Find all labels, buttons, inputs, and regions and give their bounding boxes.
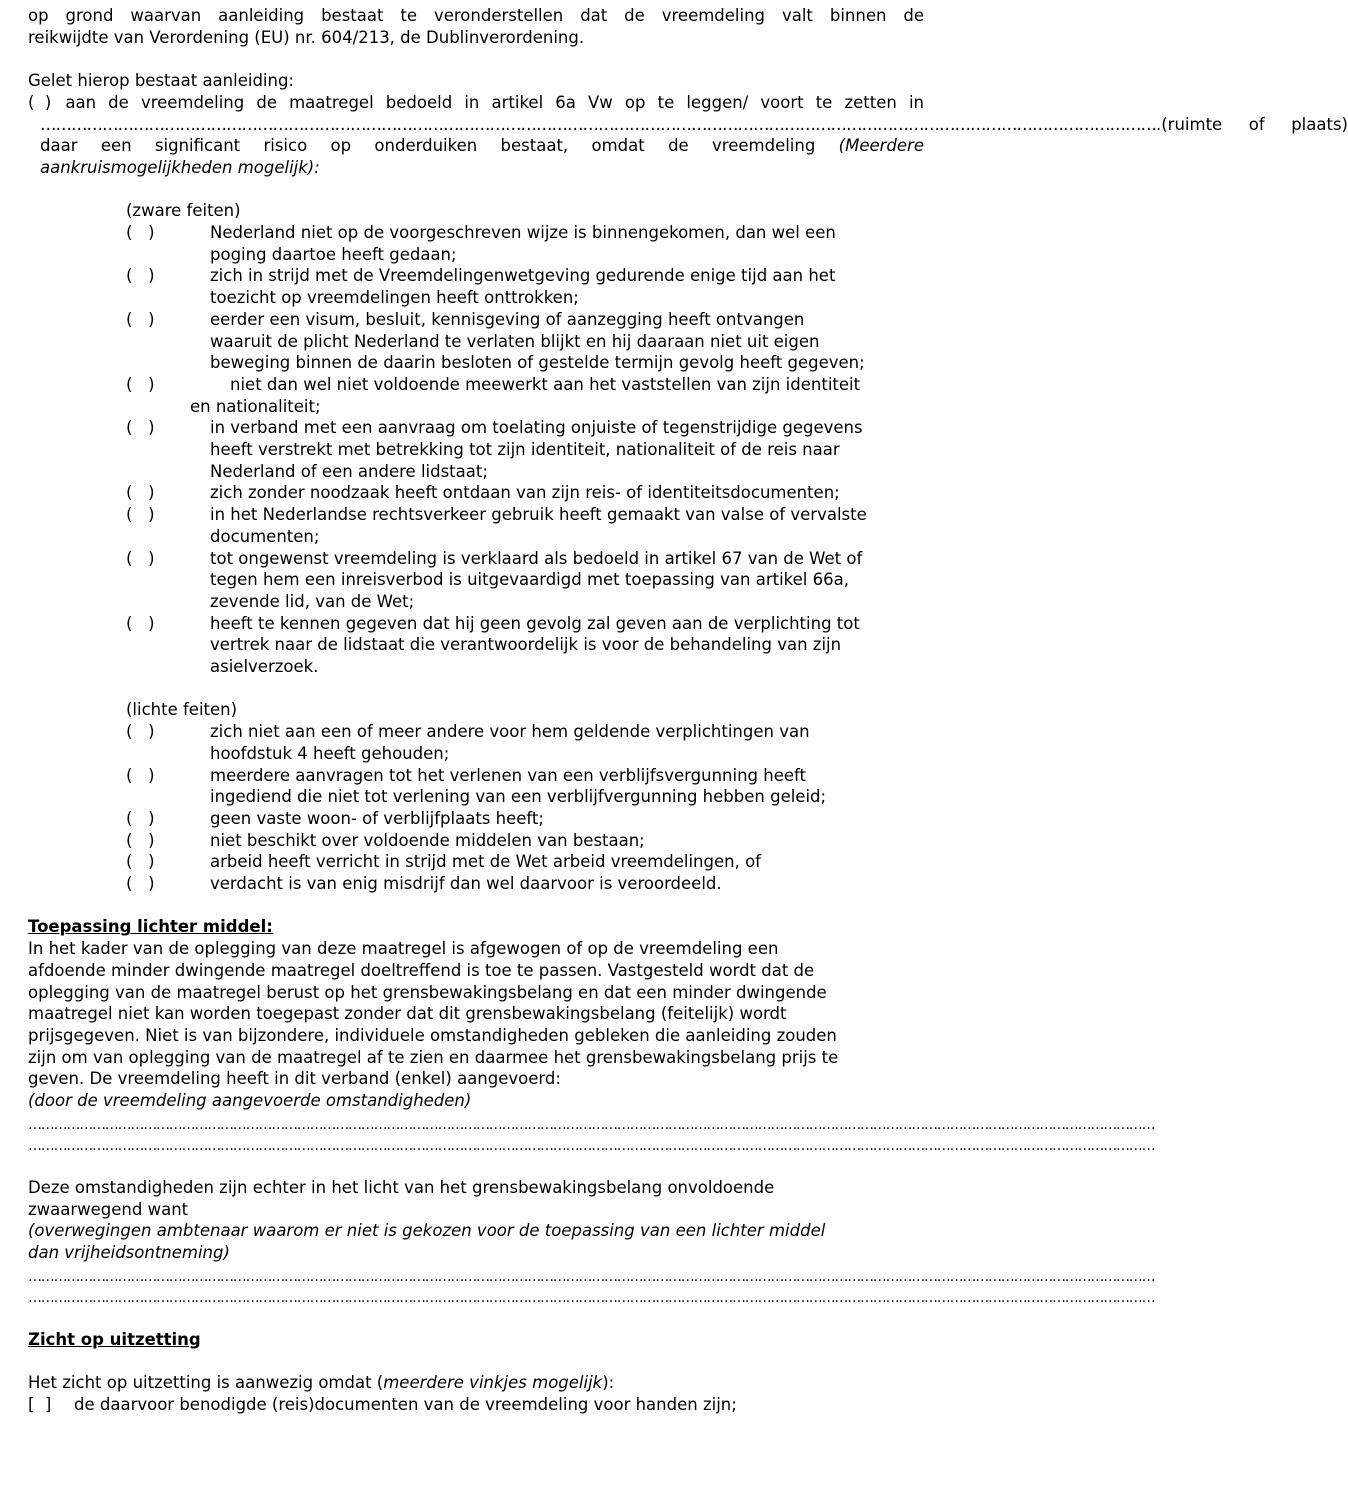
zware-item-line: heeft te kennen gegeven dat hij geen gevolg zal geven aan de verplichting tot bbox=[210, 613, 860, 633]
lichte-item-line: geen vaste woon- of verblijfplaats heeft; bbox=[210, 808, 544, 828]
option-line-3-italic: (Meerdere bbox=[838, 136, 924, 156]
lichte-feiten-heading: (lichte feiten) bbox=[126, 700, 238, 720]
zware-item bbox=[126, 548, 924, 613]
zware-feiten-section bbox=[126, 200, 924, 894]
lichte-item-line: ingediend die niet tot verlening van een verblijfvergunning hebben geleid; bbox=[210, 787, 827, 807]
toepassing-line: In het kader van de oplegging van deze maatregel is afgewogen of op de vreemdeling een bbox=[28, 939, 779, 959]
lichte-item-line: arbeid heeft verricht in strijd met de Wet arbeid vreemdelingen, of bbox=[210, 852, 761, 872]
intro-line-1: op grond waarvan aanleiding bestaat te veronderstellen dat de vreemdeling valt binnen de bbox=[28, 6, 924, 25]
zware-item-line: tegen hem een inreisverbod is uitgevaardigd met toepassing van artikel 66a, bbox=[210, 570, 849, 590]
answer-line-3[interactable]: ………………………………………………………………………………………………………………………………………………………………………………………………………………………………………… bbox=[28, 1268, 1155, 1285]
uitzetting-line bbox=[28, 1372, 924, 1394]
zware-item-line: waaruit de plicht Nederland te verlaten blijkt en hij daaraan niet uit eigen bbox=[210, 331, 820, 351]
zware-item bbox=[126, 222, 924, 265]
zware-item-line: zich in strijd met de Vreemdelingenwetgeving gedurende enige tijd aan het bbox=[210, 266, 836, 286]
toepassing-heading: Toepassing lichter middel: bbox=[28, 917, 273, 937]
zware-item-text bbox=[210, 548, 924, 613]
zware-item-line: documenten; bbox=[210, 526, 320, 546]
zware-item bbox=[126, 482, 924, 504]
zware-item-line: zich zonder noodzaak heeft ontdaan van zijn reis- of identiteitsdocumenten; bbox=[210, 483, 840, 503]
lichte-item-text bbox=[210, 765, 924, 808]
toepassing-line: zijn om van oplegging van de maatregel af te zien en daarmee het grensbewakingsbelang prijs te bbox=[28, 1047, 839, 1067]
zware-item-line: in verband met een aanvraag om toelating onjuiste of tegenstrijdige gegevens bbox=[210, 418, 863, 438]
zware-checkbox[interactable]: ( ) bbox=[126, 505, 155, 525]
lichte-checkbox[interactable]: ( ) bbox=[126, 808, 155, 828]
zware-item-text bbox=[210, 613, 924, 678]
zware-item-line: Nederland of een andere lidstaat; bbox=[210, 461, 488, 481]
answer-line-1[interactable]: ………………………………………………………………………………………………………………………………………………………………………………………………………………………………………… bbox=[28, 1116, 1155, 1133]
option-checkbox[interactable]: ( ) bbox=[28, 92, 52, 112]
lichte-item-text bbox=[210, 830, 924, 852]
option-row bbox=[28, 92, 924, 114]
uitzetting-heading: Zicht op uitzetting bbox=[28, 1329, 201, 1349]
zware-checkbox[interactable]: ( ) bbox=[126, 483, 155, 503]
zware-item-line: toezicht op vreemdelingen heeft onttrokken; bbox=[210, 288, 579, 308]
zware-item-line: en nationaliteit; bbox=[190, 396, 321, 416]
zware-item bbox=[126, 504, 924, 547]
zware-item-text bbox=[210, 482, 924, 504]
overwegingen-italic-1: (overwegingen ambtenaar waarom er niet is gekozen voor de toepassing van een lichter middel bbox=[28, 1221, 826, 1241]
zware-item-line: heeft verstrekt met betrekking tot zijn identiteit, nationaliteit of de reis naar bbox=[210, 440, 840, 460]
zware-checkbox[interactable]: ( ) bbox=[126, 223, 155, 242]
lichte-item-line: hoofdstuk 4 heeft gehouden; bbox=[210, 743, 450, 763]
lichte-item-line: niet beschikt over voldoende middelen van bestaan; bbox=[210, 830, 645, 850]
zware-item-line: tot ongewenst vreemdeling is verklaard als bedoeld in artikel 67 van de Wet of bbox=[210, 548, 863, 568]
gelet-hierop: Gelet hierop bestaat aanleiding: bbox=[28, 71, 294, 91]
ruimte-dots[interactable]: ……………………………………………………………………………………………………………………………………………………………………………………………… bbox=[40, 114, 1156, 134]
zware-checkbox[interactable]: ( ) bbox=[126, 548, 155, 568]
zware-item-line: poging daartoe heeft gedaan; bbox=[210, 244, 457, 264]
lichte-item-text bbox=[210, 873, 924, 895]
zware-item-line: asielverzoek. bbox=[210, 657, 319, 677]
toepassing-line: oplegging van de maatregel berust op het grensbewakingsbelang en dat een minder dwingende bbox=[28, 982, 827, 1002]
uitzetting-line-italic: meerdere vinkjes mogelijk bbox=[383, 1373, 603, 1393]
lichte-item-text bbox=[210, 851, 924, 873]
answer-line-2[interactable]: ………………………………………………………………………………………………………………………………………………………………………………………………………………………………………… bbox=[28, 1138, 1155, 1155]
option-line-3 bbox=[28, 135, 924, 157]
zware-item-text bbox=[210, 504, 924, 547]
lichte-item-text bbox=[210, 721, 924, 764]
zware-item bbox=[126, 613, 924, 678]
zware-item-text bbox=[210, 309, 924, 374]
zware-checkbox[interactable]: ( ) bbox=[126, 418, 155, 438]
intro-line-2: reikwijdte van Verordening (EU) nr. 604/213, de Dublinverordening. bbox=[28, 27, 585, 47]
lichte-feiten-list bbox=[126, 721, 924, 895]
lichte-checkbox[interactable]: ( ) bbox=[126, 852, 155, 872]
overwegingen-italic-2: dan vrijheidsontneming) bbox=[28, 1242, 230, 1262]
toepassing-paragraph bbox=[28, 938, 924, 1090]
lichte-item-line: meerdere aanvragen tot het verlenen van een verblijfsvergunning heeft bbox=[210, 765, 807, 785]
zware-item-text bbox=[210, 265, 924, 308]
lichte-checkbox[interactable]: ( ) bbox=[126, 874, 155, 894]
zware-checkbox[interactable]: ( ) bbox=[126, 266, 155, 286]
toepassing-line: geven. De vreemdeling heeft in dit verband (enkel) aangevoerd: bbox=[28, 1069, 561, 1089]
option-line-4-italic: aankruismogelijkheden mogelijk): bbox=[40, 157, 320, 177]
lichte-item-text bbox=[210, 808, 924, 830]
zware-feiten-list bbox=[126, 222, 924, 678]
document-page bbox=[28, 5, 1348, 1416]
ruimte-label: .(ruimte of plaats) bbox=[1156, 114, 1348, 134]
lichte-item bbox=[126, 851, 924, 873]
zware-item-line: vertrek naar de lidstaat die verantwoordelijk is voor de behandeling van zijn bbox=[210, 635, 842, 655]
zware-checkbox[interactable]: ( ) bbox=[126, 309, 155, 329]
toepassing-line: afdoende minder dwingende maatregel doeltreffend is toe te passen. Vastgesteld wordt dat de bbox=[28, 960, 815, 980]
toepassing-line: maatregel niet kan worden toegepast zonder dat dit grensbewakingsbelang (feitelijk) wordt bbox=[28, 1004, 787, 1024]
lichte-checkbox[interactable]: ( ) bbox=[126, 765, 155, 785]
zware-item-line: Nederland niet op de voorgeschreven wijze is binnengekomen, dan wel een bbox=[210, 223, 836, 242]
deze-line-1: Deze omstandigheden zijn echter in het licht van het grensbewakingsbelang onvoldoende bbox=[28, 1177, 775, 1197]
uitzetting-item bbox=[28, 1394, 924, 1416]
zware-item bbox=[126, 417, 924, 482]
deze-line-2: zwaarwegend want bbox=[28, 1199, 189, 1219]
answer-line-4[interactable]: ………………………………………………………………………………………………………………………………………………………………………………………………………………………………………… bbox=[28, 1290, 1155, 1307]
lichte-item bbox=[126, 808, 924, 830]
zware-checkbox[interactable]: ( ) bbox=[126, 374, 155, 394]
option-line-3-text: daar een significant risico op onderduiken bestaat, omdat de vreemdeling bbox=[40, 136, 816, 156]
zware-item-line: niet dan wel niet voldoende meewerkt aan het vaststellen van zijn identiteit bbox=[230, 374, 861, 394]
uitzetting-line-end: ): bbox=[602, 1373, 615, 1393]
zware-item bbox=[126, 374, 924, 417]
lichte-item-line: verdacht is van enig misdrijf dan wel daarvoor is veroordeeld. bbox=[210, 874, 722, 894]
lichte-item bbox=[126, 721, 924, 764]
zware-item-text bbox=[210, 222, 924, 265]
zware-item-line: eerder een visum, besluit, kennisgeving of aanzegging heeft ontvangen bbox=[210, 309, 805, 329]
lichte-item bbox=[126, 765, 924, 808]
uitzetting-checkbox[interactable]: [ ] bbox=[28, 1394, 52, 1414]
zware-item-line: in het Nederlandse rechtsverkeer gebruik heeft gemaakt van valse of vervalste bbox=[210, 505, 867, 525]
zware-item bbox=[126, 309, 924, 374]
uitzetting-item-text: de daarvoor benodigde (reis)documenten van de vreemdeling voor handen zijn; bbox=[74, 1394, 737, 1414]
zware-checkbox[interactable]: ( ) bbox=[126, 613, 155, 633]
uitzetting-line-text: Het zicht op uitzetting is aanwezig omdat ( bbox=[28, 1373, 384, 1393]
lichte-item-line: zich niet aan een of meer andere voor hem geldende verplichtingen van bbox=[210, 722, 810, 742]
zware-item bbox=[126, 265, 924, 308]
lichte-checkbox[interactable]: ( ) bbox=[126, 722, 155, 742]
option-line-1: aan de vreemdeling de maatregel bedoeld in artikel 6a Vw op te leggen/ voort te zetten in bbox=[65, 92, 924, 112]
option-line-4 bbox=[28, 157, 924, 179]
lichte-item bbox=[126, 873, 924, 895]
zware-item-text bbox=[190, 374, 924, 417]
lichte-item bbox=[126, 830, 924, 852]
ruimte-plaats-line bbox=[28, 114, 1348, 136]
zware-feiten-heading: (zware feiten) bbox=[126, 201, 241, 221]
zware-item-line: beweging binnen de daarin besloten of gestelde termijn gevolg heeft gegeven; bbox=[210, 353, 865, 373]
toepassing-italic: (door de vreemdeling aangevoerde omstandigheden) bbox=[28, 1091, 472, 1111]
lichte-checkbox[interactable]: ( ) bbox=[126, 830, 155, 850]
zware-item-line: zevende lid, van de Wet; bbox=[210, 591, 415, 611]
toepassing-line: prijsgegeven. Niet is van bijzondere, individuele omstandigheden gebleken die aanleiding zouden bbox=[28, 1025, 837, 1045]
zware-item-text bbox=[210, 417, 924, 482]
